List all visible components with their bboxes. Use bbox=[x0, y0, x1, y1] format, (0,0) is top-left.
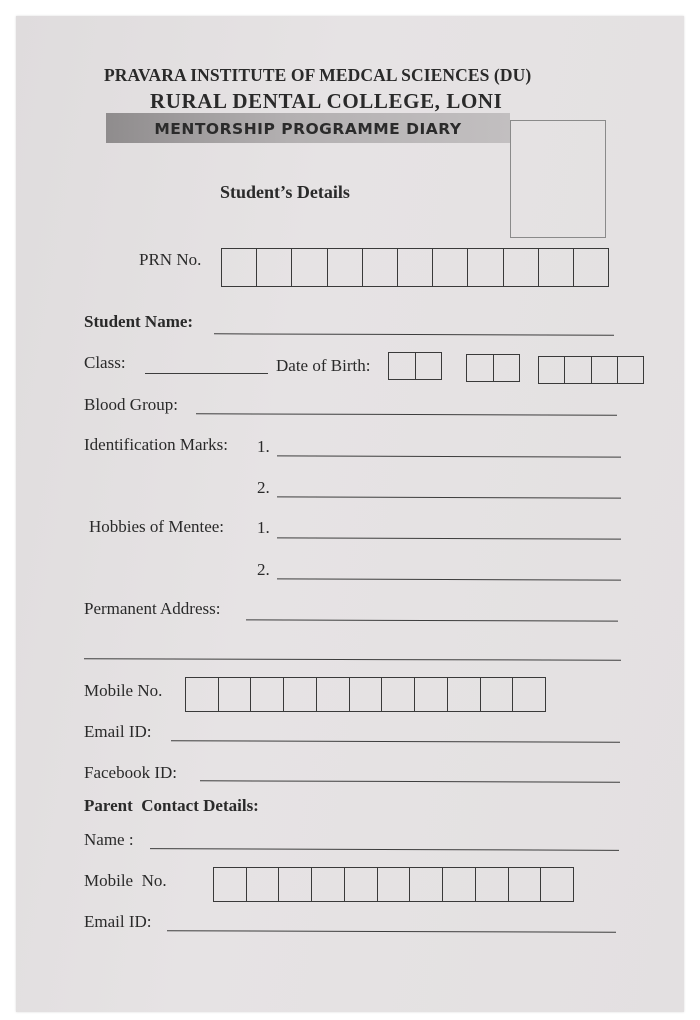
institute-name: PRAVARA INSTITUTE OF MEDCAL SCIENCES (DU) bbox=[104, 65, 532, 85]
parent-mobile-label: Mobile No. bbox=[84, 871, 167, 890]
mobile-label: Mobile No. bbox=[84, 681, 163, 700]
hobby-1-number: 1. bbox=[257, 518, 270, 537]
dob-day-boxes[interactable] bbox=[388, 352, 442, 380]
parent-contact-heading: Parent Contact Details: bbox=[84, 796, 259, 815]
hobby-2-number: 2. bbox=[257, 560, 270, 579]
student-name-label: Student Name: bbox=[84, 312, 194, 331]
class-label: Class: bbox=[84, 353, 126, 372]
permanent-address-label: Permanent Address: bbox=[84, 599, 221, 618]
photo-box[interactable] bbox=[510, 120, 606, 238]
identification-mark-1-number: 1. bbox=[257, 437, 270, 456]
dob-month-boxes[interactable] bbox=[466, 354, 520, 382]
college-name: RURAL DENTAL COLLEGE, LONI bbox=[150, 89, 503, 113]
hobbies-label: Hobbies of Mentee: bbox=[89, 517, 225, 536]
identification-marks-label: Identification Marks: bbox=[84, 435, 228, 454]
title-band bbox=[106, 113, 510, 143]
diary-title: MENTORSHIP PROGRAMME DIARY bbox=[154, 120, 462, 138]
prn-label: PRN No. bbox=[139, 250, 202, 269]
dob-year-boxes[interactable] bbox=[538, 356, 644, 384]
parent-email-label: Email ID: bbox=[84, 912, 152, 931]
parent-name-label: Name : bbox=[84, 830, 134, 849]
section-title: Student’s Details bbox=[220, 182, 350, 202]
parent-mobile-input-boxes[interactable] bbox=[213, 867, 574, 902]
prn-input-boxes[interactable] bbox=[221, 248, 609, 287]
class-field[interactable] bbox=[145, 373, 268, 374]
blood-group-label: Blood Group: bbox=[84, 395, 178, 414]
facebook-label: Facebook ID: bbox=[84, 763, 178, 782]
email-label: Email ID: bbox=[84, 722, 152, 741]
identification-mark-2-number: 2. bbox=[257, 478, 270, 497]
dob-label: Date of Birth: bbox=[276, 356, 371, 375]
mobile-input-boxes[interactable] bbox=[185, 677, 546, 712]
